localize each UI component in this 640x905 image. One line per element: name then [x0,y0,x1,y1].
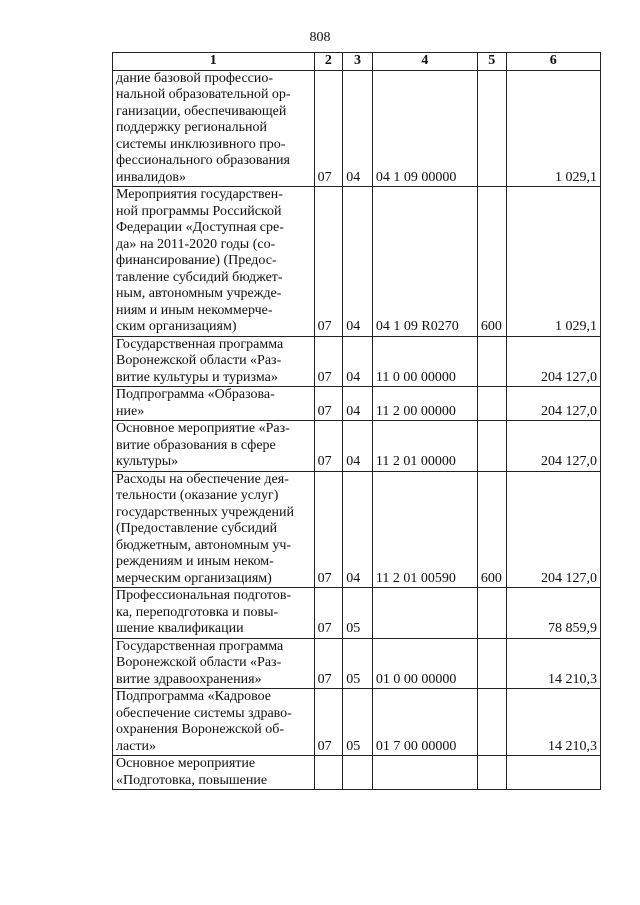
row-subsection-cell: 05 [343,588,373,639]
row-subsection-cell: 04 [343,471,373,588]
row-subsection-cell: 05 [343,689,373,756]
row-subsection-cell: 04 [343,187,373,337]
row-target-article-cell: 11 2 01 00590 [372,471,477,588]
row-expense-type-cell: 600 [477,471,506,588]
row-expense-type-cell: 600 [477,187,506,337]
table-row [113,588,601,639]
column-header-3: 3 [343,53,373,71]
row-expense-type-cell [477,387,506,421]
row-target-article-cell: 01 0 00 00000 [372,638,477,689]
row-section-cell [314,756,343,790]
row-name-cell: Мероприятия государствен- ной программы Российской Федерации «Доступная сре- да» на 2011-2020 годы (со- финансирование) (Предос- тавление субсидий бюджет- ным, автономным учрежде- ниям и иным некоммерче- ским организациям) [113,187,315,337]
table-row [113,70,601,187]
row-amount-cell: 204 127,0 [506,387,600,421]
row-amount-cell: 1 029,1 [506,187,600,337]
row-subsection-cell: 04 [343,70,373,187]
row-expense-type-cell [477,756,506,790]
row-expense-type-cell [477,689,506,756]
row-expense-type-cell [477,70,506,187]
table-row [113,638,601,689]
row-name-cell: Подпрограмма «Кадровое обеспечение системы здраво- охранения Воронежской об- ласти» [113,689,315,756]
row-expense-type-cell [477,638,506,689]
column-header-5: 5 [477,53,506,71]
table-row [113,756,601,790]
row-subsection-cell: 04 [343,387,373,421]
row-amount-cell [506,756,600,790]
table-row [113,689,601,756]
column-header-1: 1 [113,53,315,71]
row-expense-type-cell [477,421,506,472]
row-section-cell: 07 [314,387,343,421]
row-section-cell: 07 [314,588,343,639]
row-name-cell: Профессиональная подготов- ка, переподготовка и повы- шение квалификации [113,588,315,639]
row-amount-cell: 14 210,3 [506,689,600,756]
row-section-cell: 07 [314,336,343,387]
column-header-6: 6 [506,53,600,71]
row-section-cell: 07 [314,187,343,337]
row-amount-cell: 204 127,0 [506,471,600,588]
row-target-article-cell: 04 1 09 00000 [372,70,477,187]
row-name-cell: Основное мероприятие «Раз- витие образования в сфере культуры» [113,421,315,472]
row-subsection-cell [343,756,373,790]
row-target-article-cell [372,588,477,639]
row-target-article-cell: 11 2 01 00000 [372,421,477,472]
table-row [113,471,601,588]
row-section-cell: 07 [314,638,343,689]
row-subsection-cell: 05 [343,638,373,689]
row-name-cell: Государственная программа Воронежской области «Раз- витие здравоохранения» [113,638,315,689]
row-amount-cell: 78 859,9 [506,588,600,639]
row-subsection-cell: 04 [343,421,373,472]
column-header-4: 4 [372,53,477,71]
table-body [113,70,601,790]
row-amount-cell: 1 029,1 [506,70,600,187]
row-name-cell: Расходы на обеспечение дея- тельности (оказание услуг) государственных учреждений (Предоставление субсидий бюджетным, автономным уч- реждениям и иным неком- мерческим организациям) [113,471,315,588]
row-target-article-cell [372,756,477,790]
page-number: 808 [309,30,331,45]
table-row [113,421,601,472]
row-amount-cell: 14 210,3 [506,638,600,689]
row-section-cell: 07 [314,421,343,472]
row-expense-type-cell [477,336,506,387]
row-target-article-cell: 04 1 09 R0270 [372,187,477,337]
budget-table [112,52,601,790]
row-name-cell: Подпрограмма «Образова- ние» [113,387,315,421]
row-name-cell: Основное мероприятие «Подготовка, повышение [113,756,315,790]
table-row [113,187,601,337]
row-target-article-cell: 11 2 00 00000 [372,387,477,421]
table-row [113,336,601,387]
column-header-2: 2 [314,53,343,71]
row-name-cell: дание базовой профессио- нальной образовательной ор- ганизации, обеспечивающей поддержку региональной системы инклюзивного про- фессионального образования инвалидов» [113,70,315,187]
header-row [113,53,601,71]
table-row [113,387,601,421]
row-expense-type-cell [477,588,506,639]
row-subsection-cell: 04 [343,336,373,387]
row-amount-cell: 204 127,0 [506,336,600,387]
row-section-cell: 07 [314,471,343,588]
row-section-cell: 07 [314,70,343,187]
row-target-article-cell: 01 7 00 00000 [372,689,477,756]
row-section-cell: 07 [314,689,343,756]
row-amount-cell: 204 127,0 [506,421,600,472]
row-target-article-cell: 11 0 00 00000 [372,336,477,387]
row-name-cell: Государственная программа Воронежской области «Раз- витие культуры и туризма» [113,336,315,387]
